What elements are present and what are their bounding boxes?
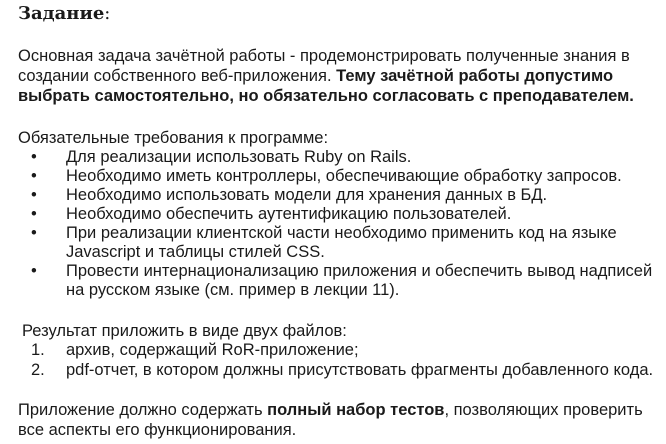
list-item-text: При реализации клиентской части необходимо применить код на языке Javascript и таблицы стилей CSS. [66, 224, 617, 261]
final-text-before: Приложение должно содержать [18, 401, 268, 419]
result-title: Результат приложить в виде двух файлов: [22, 322, 347, 340]
heading-colon: : [104, 3, 111, 24]
heading-title: Задание [18, 3, 105, 24]
intro-paragraph [18, 46, 648, 106]
list-number: 2. [31, 360, 45, 379]
list-item-text: pdf-отчет, в котором должны присутствовать фрагменты добавленного кода. [66, 360, 654, 379]
requirements-title: Обязательные требования к программе: [18, 129, 329, 147]
final-paragraph [18, 400, 658, 440]
list-number: 1. [31, 341, 45, 359]
intro-text: Основная задача зачётной работы - продемонстрировать полученные знания в создании собственного веб-приложения. [18, 47, 630, 85]
list-item-text: Провести интернационализацию приложения и обеспечить вывод надписей на русском языке (см. пример в лекции 11). [66, 262, 653, 299]
list-item [18, 205, 658, 224]
final-text-after: , позволяющих проверить все аспекты его функционирования. [18, 401, 643, 439]
list-item [18, 167, 658, 186]
list-item [18, 262, 658, 300]
list-item [18, 148, 658, 167]
bullet-marker: • [31, 186, 37, 204]
bullet-marker: • [31, 205, 37, 223]
list-item-text: архив, содержащий RoR-приложение; [66, 341, 359, 359]
list-item-text: Необходимо иметь контроллеры, обеспечивающие обработку запросов. [66, 167, 622, 185]
requirements-list [18, 148, 658, 300]
list-item-text: Необходимо использовать модели для хранения данных в БД. [66, 186, 548, 204]
bullet-marker: • [31, 224, 37, 242]
list-item-text: Для реализации использовать Ruby on Rails. [66, 148, 412, 166]
bullet-marker: • [31, 148, 37, 166]
final-bold-text: полный набор тестов [267, 401, 445, 419]
list-item [18, 186, 658, 205]
bullet-marker: • [31, 167, 37, 185]
list-item [18, 224, 658, 262]
intro-bold-text: Тему зачётной работы допустимо выбрать самостоятельно, но обязательно согласовать с преподавателем. [18, 67, 634, 105]
assignment-heading [18, 2, 110, 26]
bullet-marker: • [31, 262, 37, 280]
list-item [18, 341, 658, 361]
result-list [18, 341, 658, 380]
list-item-text: Необходимо обеспечить аутентификацию пользователей. [66, 205, 512, 223]
list-item [18, 361, 658, 381]
